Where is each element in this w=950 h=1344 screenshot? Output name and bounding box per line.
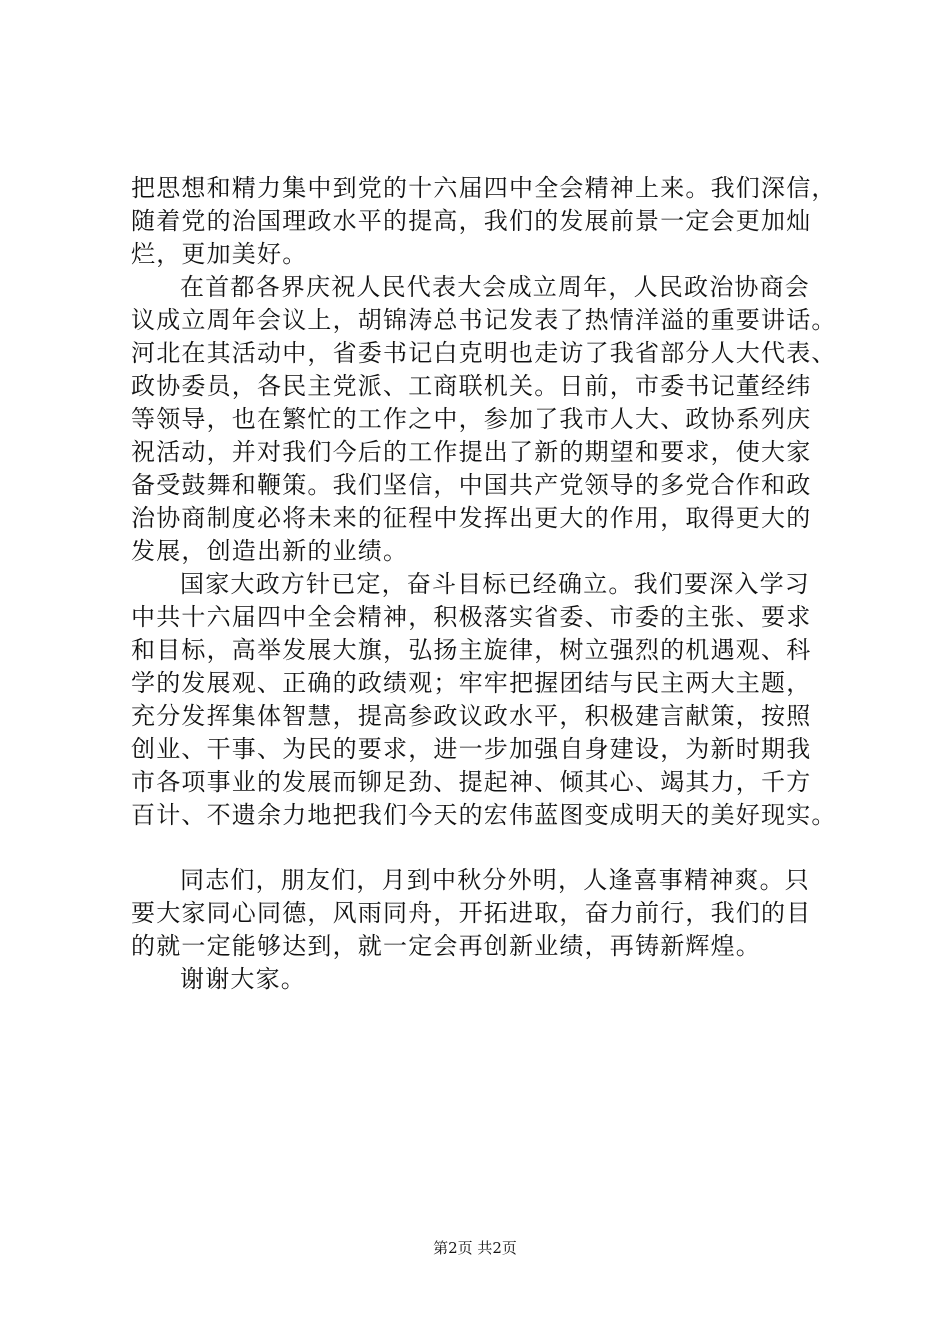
text-line: 中共十六届四中全会精神，积极落实省委、市委的主张、要求 [131, 603, 812, 631]
text-line: 学的发展观、正确的政绩观；牢牢把握团结与民主两大主题， [131, 669, 812, 697]
text-line: 市各项事业的发展而铆足劲、提起神、倾其心、竭其力，千方 [131, 768, 812, 796]
page-number-footer: 第2页 共2页 [433, 1239, 517, 1257]
text-line: 随着党的治国理政水平的提高，我们的发展前景一定会更加灿 [131, 207, 812, 235]
text-line: 祝活动，并对我们今后的工作提出了新的期望和要求，使大家 [131, 438, 812, 466]
paragraph [131, 172, 851, 271]
text-line: 河北在其活动中，省委书记白克明也走访了我省部分人大代表、 [131, 339, 837, 367]
text-line: 在首都各界庆祝人民代表大会成立周年，人民政治协商会 [180, 273, 810, 301]
text-line: 国家大政方针已定，奋斗目标已经确立。我们要深入学习 [180, 570, 810, 598]
paragraph [131, 271, 851, 568]
text-line: 备受鼓舞和鞭策。我们坚信，中国共产党领导的多党合作和政 [131, 471, 812, 499]
text-line: 发展，创造出新的业绩。 [131, 537, 409, 565]
text-line: 把思想和精力集中到党的十六届四中全会精神上来。我们深信， [131, 174, 837, 202]
text-line: 治协商制度必将未来的征程中发挥出更大的作用，取得更大的 [131, 504, 812, 532]
paragraph [131, 864, 851, 963]
text-line: 充分发挥集体智慧，提高参政议政水平，积极建言献策，按照 [131, 702, 812, 730]
text-line: 的就一定能够达到，就一定会再创新业绩，再铸新辉煌。 [131, 932, 761, 960]
paragraph-gap [131, 832, 851, 864]
text-line: 烂，更加美好。 [131, 240, 308, 268]
paragraph [131, 568, 851, 832]
text-line: 谢谢大家。 [180, 965, 306, 993]
text-line: 要大家同心同德，风雨同舟，开拓进取，奋力前行，我们的目 [131, 899, 812, 927]
paragraph [131, 963, 851, 996]
text-line: 等领导，也在繁忙的工作之中，参加了我市人大、政协系列庆 [131, 405, 812, 433]
text-line: 同志们，朋友们，月到中秋分外明，人逢喜事精神爽。只 [180, 866, 810, 894]
text-line: 和目标，高举发展大旗，弘扬主旋律，树立强烈的机遇观、科 [131, 636, 812, 664]
document-body [131, 172, 851, 996]
text-line: 议成立周年会议上，胡锦涛总书记发表了热情洋溢的重要讲话。 [131, 306, 837, 334]
text-line: 政协委员，各民主党派、工商联机关。日前，市委书记董经纬 [131, 372, 812, 400]
text-line: 百计、不遗余力地把我们今天的宏伟蓝图变成明天的美好现实。 [131, 801, 837, 829]
text-line: 创业、干事、为民的要求，进一步加强自身建设，为新时期我 [131, 735, 812, 763]
